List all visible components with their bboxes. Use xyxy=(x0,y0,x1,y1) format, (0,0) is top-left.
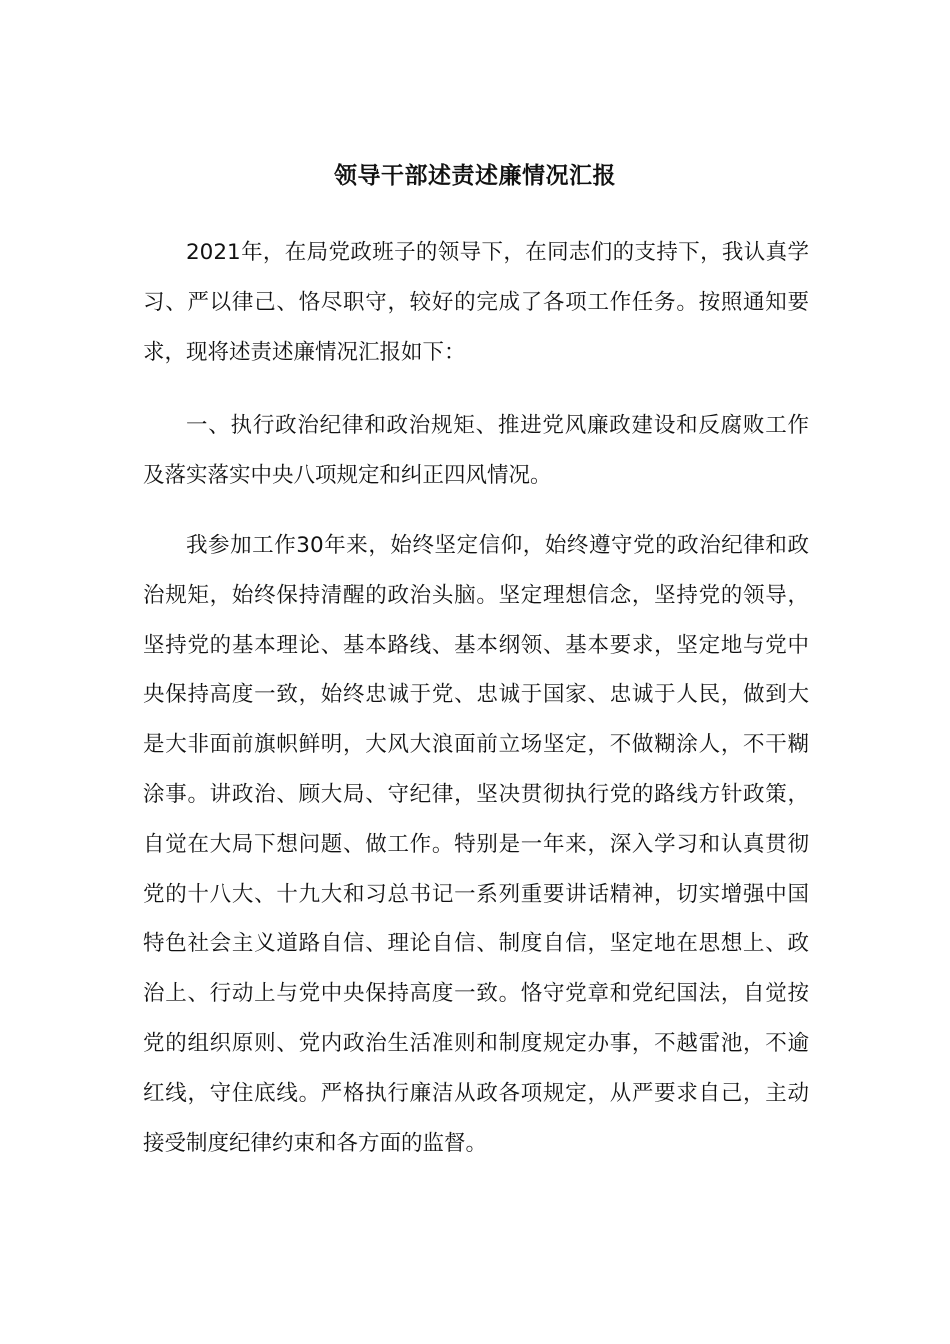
paragraph-section-heading: 一、执行政治纪律和政治规矩、推进党风廉政建设和反腐败工作及落实落实中央八项规定和纠正四风情况。 xyxy=(143,413,809,488)
document-title: 领导干部述责述廉情况汇报 xyxy=(334,163,616,189)
paragraph-intro: 2021年，在局党政班子的领导下，在同志们的支持下，我认真学习、严以律己、恪尽职守，较好的完成了各项工作任务。按照通知要求，现将述责述廉情况汇报如下： xyxy=(143,240,809,365)
paragraph-body: 我参加工作30年来，始终坚定信仰，始终遵守党的政治纪律和政治规矩，始终保持清醒的政治头脑。坚定理想信念，坚持党的领导，坚持党的基本理论、基本路线、基本纲领、基本要求，坚定地与党中央保持高度一致，始终忠诚于党、忠诚于国家、忠诚于人民，做到大是大非面前旗帜鲜明，大风大浪面前立场坚定，不做糊涂人，不干糊涂事。讲政治、顾大局、守纪律，坚决贯彻执行党的路线方针政策，自觉在大局下想问题、做工作。特别是一年来，深入学习和认真贯彻党的十八大、十九大和习总书记一系列重要讲话精神，切实增强中国特色社会主义道路自信、理论自信、制度自信，坚定地在思想上、政治上、行动上与党中央保持高度一致。恪守党章和党纪国法，自觉按党的组织原则、党内政治生活准则和制度规定办事，不越雷池，不逾红线，守住底线。严格执行廉洁从政各项规定，从严要求自己，主动接受制度纪律约束和各方面的监督。 xyxy=(143,533,809,1156)
